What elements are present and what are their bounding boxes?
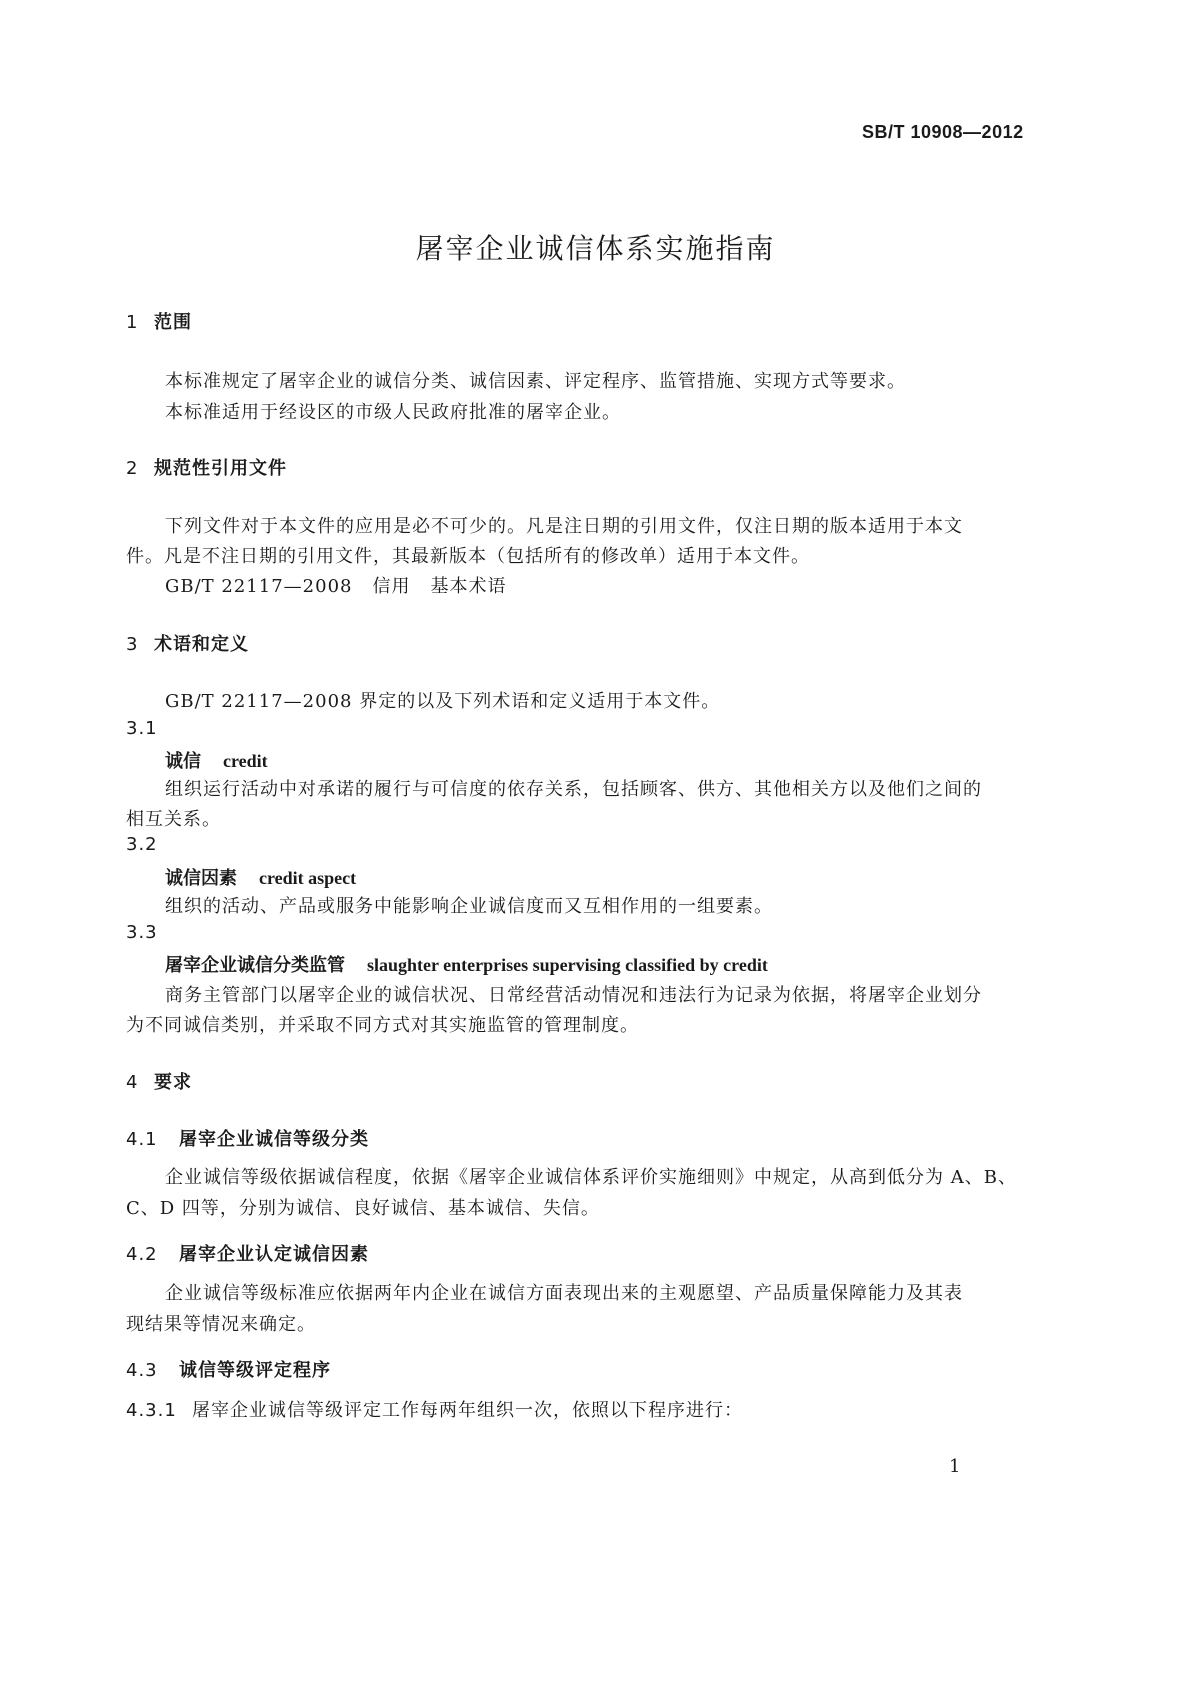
section-title: 范围 [154, 312, 192, 333]
paragraph: 本标准适用于经设区的市级人民政府批准的屠宰企业。 [165, 402, 621, 423]
subsection-number: 4.2 [126, 1244, 158, 1265]
section-number: 1 [126, 312, 139, 333]
term-zh: 屠宰企业诚信分类监管 [165, 955, 345, 976]
paragraph: 企业诚信等级依据诚信程度，依据《屠宰企业诚信体系评价实施细则》中规定，从高到低分为 A、B、 [165, 1167, 1017, 1188]
paragraph: 下列文件对于本文件的应用是必不可少的。凡是注日期的引用文件，仅注日期的版本适用于本文 [165, 516, 963, 537]
term-en: slaughter enterprises supervising classified by credit [367, 955, 768, 975]
paragraph: 企业诚信等级标准应依据两年内企业在诚信方面表现出来的主观愿望、产品质量保障能力及其表 [165, 1283, 963, 1304]
section-title: 要求 [154, 1072, 192, 1093]
term-definition: 组织运行活动中对承诺的履行与可信度的依存关系，包括顾客、供方、其他相关方以及他们之间的 [165, 779, 982, 800]
reference-name: 基本术语 [430, 576, 507, 597]
clause-4-3-1 [126, 1396, 743, 1422]
term-definition-continuation: 相互关系。 [126, 809, 221, 830]
subsection-title: 屠宰企业认定诚信因素 [179, 1244, 369, 1265]
term-number: 3.3 [126, 922, 158, 943]
term-heading [165, 747, 268, 773]
standard-number: SB/T 10908—2012 [862, 122, 1024, 142]
term-heading [165, 951, 768, 977]
section-title: 术语和定义 [154, 634, 249, 655]
term-heading [165, 864, 356, 890]
normative-reference [165, 572, 506, 598]
clause-text: 屠宰企业诚信等级评定工作每两年组织一次，依照以下程序进行： [192, 1400, 743, 1421]
clause-number: 4.3.1 [126, 1400, 177, 1421]
section-1-heading [126, 308, 192, 334]
document-title: 屠宰企业诚信体系实施指南 [415, 232, 776, 265]
subsection-title: 诚信等级评定程序 [179, 1360, 331, 1381]
section-4-heading [126, 1068, 192, 1094]
subsection-number: 4.1 [126, 1129, 158, 1150]
term-en: credit aspect [259, 868, 357, 888]
term-definition: 组织的活动、产品或服务中能影响企业诚信度而又互相作用的一组要素。 [165, 896, 773, 917]
term-number: 3.2 [126, 834, 158, 855]
section-3-heading [126, 630, 249, 656]
reference-code: GB/T 22117—2008 [165, 576, 353, 597]
paragraph-continuation: 现结果等情况来确定。 [126, 1314, 316, 1335]
subsection-4-1-heading [126, 1125, 369, 1151]
reference-name: 信用 [372, 576, 411, 597]
term-number: 3.1 [126, 718, 158, 739]
section-number: 3 [126, 634, 139, 655]
term-en: credit [223, 751, 268, 771]
section-2-heading [126, 454, 287, 480]
paragraph: GB/T 22117—2008 界定的以及下列术语和定义适用于本文件。 [165, 691, 721, 712]
section-title: 规范性引用文件 [154, 458, 287, 479]
page-number: 1 [949, 1456, 961, 1477]
paragraph-continuation: 件。凡是不注日期的引用文件，其最新版本（包括所有的修改单）适用于本文件。 [126, 546, 810, 567]
subsection-4-2-heading [126, 1240, 369, 1266]
paragraph: 本标准规定了屠宰企业的诚信分类、诚信因素、评定程序、监管措施、实现方式等要求。 [165, 371, 906, 392]
term-zh: 诚信 [165, 751, 201, 772]
subsection-title: 屠宰企业诚信等级分类 [179, 1129, 369, 1150]
section-number: 2 [126, 458, 139, 479]
paragraph-continuation: C、D 四等，分别为诚信、良好诚信、基本诚信、失信。 [126, 1198, 600, 1219]
term-definition-continuation: 为不同诚信类别，并采取不同方式对其实施监管的管理制度。 [126, 1015, 639, 1036]
subsection-4-3-heading [126, 1356, 331, 1382]
term-zh: 诚信因素 [165, 868, 237, 889]
term-definition: 商务主管部门以屠宰企业的诚信状况、日常经营活动情况和违法行为记录为依据，将屠宰企业划分 [165, 985, 982, 1006]
section-number: 4 [126, 1072, 139, 1093]
subsection-number: 4.3 [126, 1360, 158, 1381]
